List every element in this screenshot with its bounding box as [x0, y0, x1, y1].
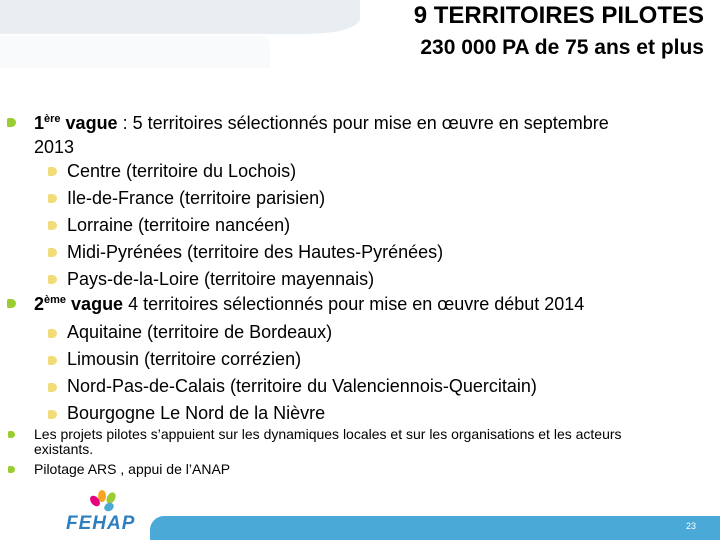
bullet-icon — [48, 410, 57, 419]
wave2-heading: 2ème vague 4 territoires sélectionnés pour mise en œuvre début 2014 — [34, 294, 585, 314]
footer-band — [150, 516, 720, 540]
wave2-item: Aquitaine (territoire de Bordeaux) — [67, 322, 333, 342]
wave2-item: Limousin (territoire corrézien) — [67, 349, 302, 369]
bullet-icon — [8, 466, 15, 473]
fehap-logo-text: FEHAP — [66, 513, 136, 534]
bullet-icon — [48, 275, 57, 284]
wave2-item: Bourgogne Le Nord de la Nièvre — [67, 403, 326, 423]
page-number: 23 — [685, 521, 696, 531]
wave1-heading: 1ère vague : 5 territoires sélectionnés pour mise en œuvre en septembre — [34, 113, 609, 133]
bullet-icon — [8, 431, 15, 438]
bullet-icon — [48, 356, 57, 365]
wave2-item: Nord-Pas-de-Calais (territoire du Valenciennois-Quercitain) — [67, 376, 537, 396]
bullet-icon — [7, 299, 16, 308]
page-subtitle: 230 000 PA de 75 ans et plus — [420, 36, 704, 59]
bullet-icon — [48, 167, 57, 176]
bullet-icon — [48, 383, 57, 392]
page-title: 9 TERRITOIRES PILOTES — [413, 2, 704, 29]
wave1-item: Midi-Pyrénées (territoire des Hautes-Pyrénées) — [67, 242, 444, 262]
wave1-item: Lorraine (territoire nancéen) — [67, 215, 291, 235]
note-text: Pilotage ARS , appui de l’ANAP — [34, 461, 231, 477]
wave1-heading-cont: 2013 — [34, 137, 75, 157]
bullet-icon — [48, 194, 57, 203]
wave1-item: Pays-de-la-Loire (territoire mayennais) — [67, 269, 375, 289]
note-text-cont: existants. — [34, 441, 94, 457]
note-text: Les projets pilotes s’appuient sur les dynamiques locales et sur les organisations et les acteurs — [34, 426, 622, 442]
wave1-item: Ile-de-France (territoire parisien) — [67, 188, 326, 208]
bullet-icon — [48, 221, 57, 230]
bullet-icon — [48, 248, 57, 257]
wave1-item: Centre (territoire du Lochois) — [67, 161, 297, 181]
bullet-icon — [48, 329, 57, 338]
bullet-icon — [7, 118, 16, 127]
